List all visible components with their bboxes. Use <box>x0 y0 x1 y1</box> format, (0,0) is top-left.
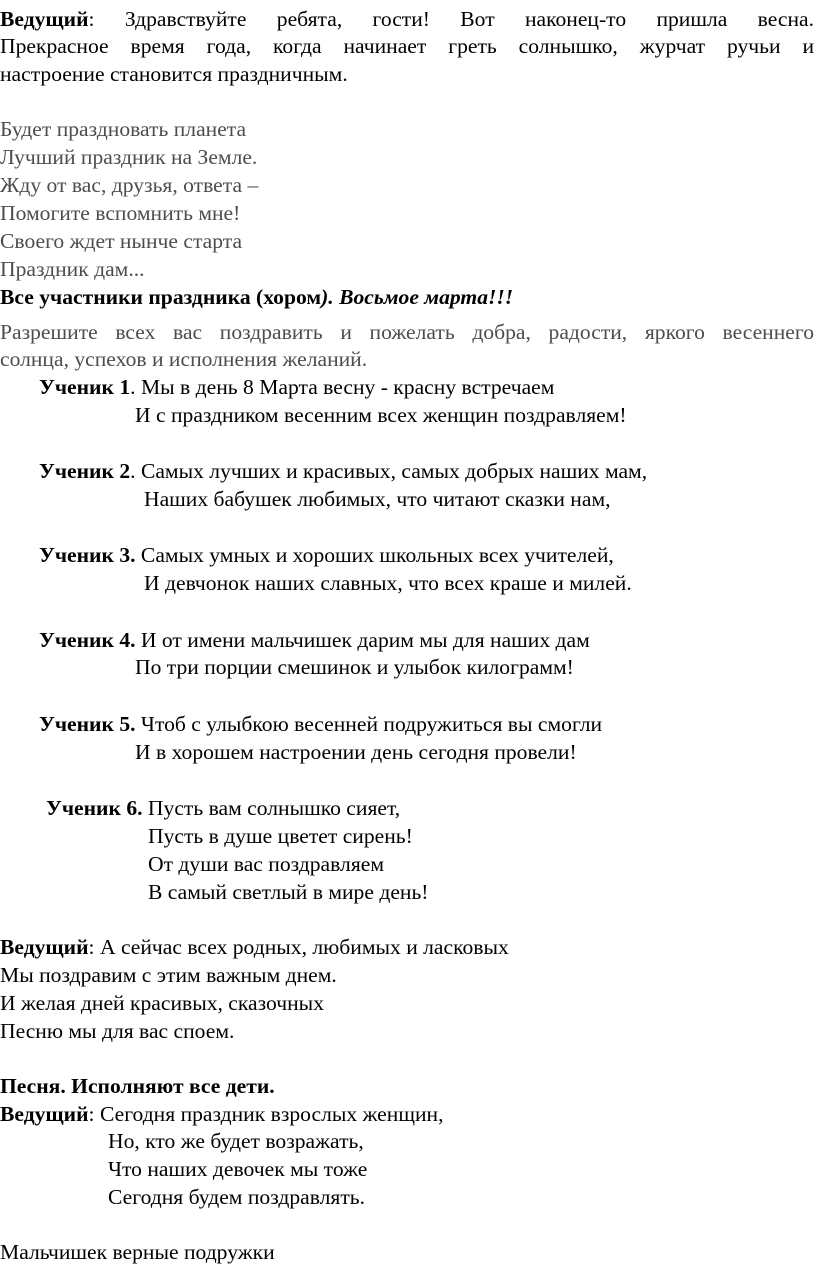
host-line: Что наших девочек мы тоже <box>108 1157 368 1181</box>
host-line: Ведущий: А сейчас всех родных, любимых и ласковых <box>0 935 509 959</box>
student-name: Ученик 6. <box>46 796 143 820</box>
intro-line-3: настроение становится праздничным. <box>0 62 348 86</box>
student-line: Ученик 6. Пусть вам солнышко сияет, <box>46 796 401 820</box>
wishes-line-1: Разрешите всех вас поздравить и пожелать добра, радости, яркого весеннего <box>0 320 814 344</box>
chorus-line: Все участники праздника (хором). Восьмое марта!!! <box>0 285 514 309</box>
poem-line: Праздник дам... <box>0 257 145 281</box>
speaker-label: Ведущий <box>0 7 89 31</box>
speaker-label: Ведущий <box>0 1102 89 1126</box>
poem-line: Помогите вспомнить мне! <box>0 201 241 225</box>
student-line: Ученик 5. Чтоб с улыбкою весенней подружиться вы смогли <box>39 712 603 736</box>
speaker-label: Ведущий <box>0 935 89 959</box>
student-line: Наших бабушек любимых, что читают сказки нам, <box>144 487 611 511</box>
poem-line: Жду от вас, друзья, ответа – <box>0 173 259 197</box>
student-name: Ученик 5. <box>39 712 136 736</box>
poem-line: Будет праздновать планета <box>0 117 247 141</box>
student-name: Ученик 2 <box>39 459 131 483</box>
poem-line: Лучший праздник на Земле. <box>0 145 258 169</box>
host-line: Мы поздравим с этим важным днем. <box>0 963 337 987</box>
student-line: По три порции смешинок и улыбок килограмм! <box>135 655 574 679</box>
student-line: В самый светлый в мире день! <box>148 880 429 904</box>
host-line: Но, кто же будет возражать, <box>108 1129 364 1153</box>
host-line: Ведущий: Сегодня праздник взрослых женщин, <box>0 1102 444 1126</box>
student-line: Ученик 4. И от имени мальчишек дарим мы для наших дам <box>39 628 590 652</box>
student-line: Ученик 3. Самых умных и хороших школьных всех учителей, <box>39 543 614 567</box>
student-line: Ученик 2. Самых лучших и красивых, самых добрых наших мам, <box>39 459 648 483</box>
poem-line: Своего ждет нынче старта <box>0 229 243 253</box>
student-line: Пусть в душе цветет сирень! <box>148 824 413 848</box>
intro-line-1: Ведущий: Здравствуйте ребята, гости! Вот наконец-то пришла весна. <box>0 7 814 31</box>
host-line: Сегодня будем поздравлять. <box>108 1185 366 1209</box>
intro-line-2: Прекрасное время года, когда начинает греть солнышко, журчат ручьи и <box>0 34 814 58</box>
host-line: И желая дней красивых, сказочных <box>0 991 324 1015</box>
student-line: И в хорошем настроении день сегодня провели! <box>135 740 577 764</box>
student-line: Ученик 1. Мы в день 8 Марта весну - красну встречаем <box>39 375 555 399</box>
song-line: Песня. Исполняют все дети. <box>0 1074 275 1098</box>
student-line: И с праздником весенним всех женщин поздравляем! <box>135 403 627 427</box>
wishes-line-2: солнца, успехов и исполнения желаний. <box>0 347 368 371</box>
student-name: Ученик 4. <box>39 628 136 652</box>
student-name: Ученик 1 <box>39 375 131 399</box>
host-line: Песню мы для вас споем. <box>0 1019 235 1043</box>
student-name: Ученик 3. <box>39 543 136 567</box>
student-line: И девчонок наших славных, что всех краше и милей. <box>144 571 632 595</box>
student-line: От души вас поздравляем <box>148 852 385 876</box>
closing-line: Мальчишек верные подружки <box>0 1240 275 1264</box>
